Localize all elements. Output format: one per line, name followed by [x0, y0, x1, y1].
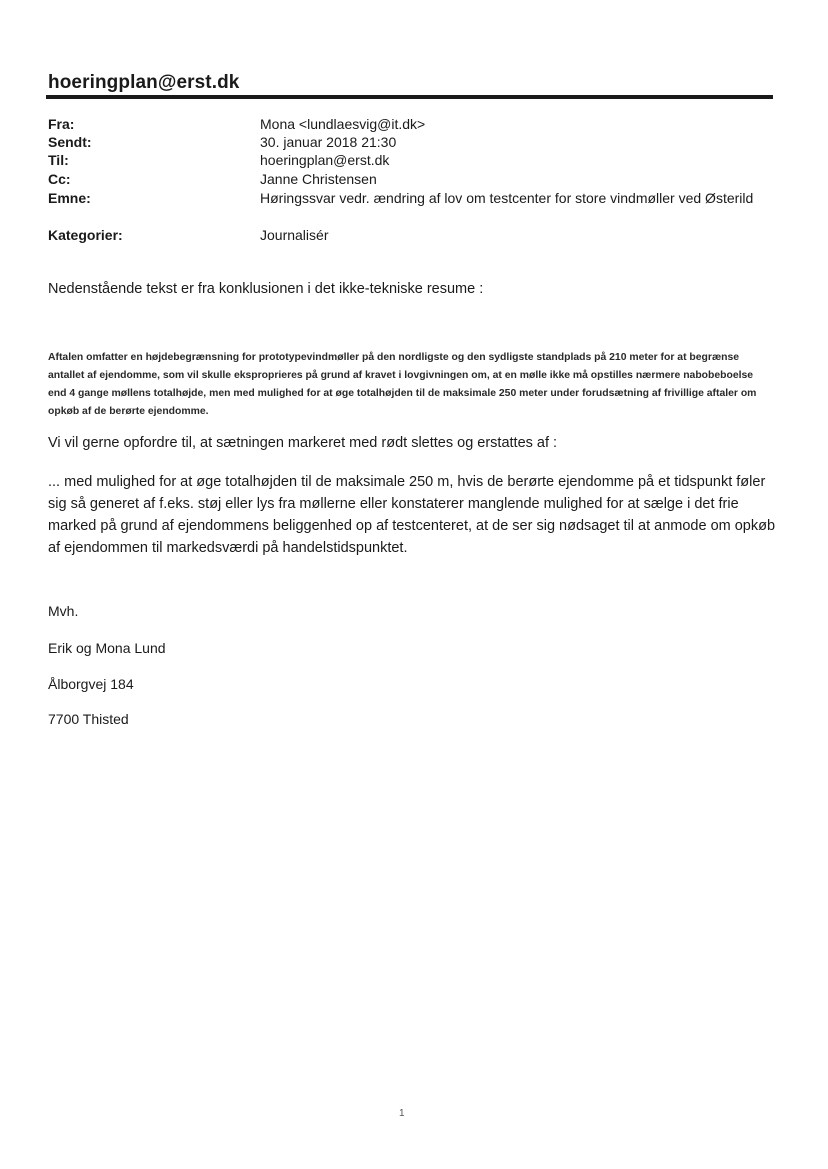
signature-street: Ålborgvej 184 [48, 676, 134, 692]
title-divider [46, 95, 773, 99]
header-category-label: Kategorier: [48, 227, 123, 243]
quoted-conclusion: Aftalen omfatter en højdebegrænsning for prototypevindmøller på den nordligste og den sydligste standplads på 210 meter for at begrænse antallet af ejendomme, som vil skulle eksproprieres på grund af kravet i lovgivningen om, at en mølle ikke må opstilles nærmere nabobeboelse end 4 gange møllens totalhøjde, men med mulighed for at øge totalhøjden til de maksimale 250 meter under forudsætning af frivillige aftaler om opkøb af de berørte ejendomme. [48, 352, 757, 417]
header-to-value: hoeringplan@erst.dk [260, 152, 390, 168]
signature-names: Erik og Mona Lund [48, 640, 166, 656]
header-from-label: Fra: [48, 116, 75, 132]
header-cc-label: Cc: [48, 171, 71, 187]
header-subject-value: Høringssvar vedr. ændring af lov om testcenter for store vindmøller ved Østerild [260, 190, 754, 206]
intro-paragraph: Nedenstående tekst er fra konklusionen i det ikke-tekniske resume : [48, 281, 484, 297]
request-paragraph: Vi vil gerne opfordre til, at sætningen markeret med rødt slettes og erstattes af : [48, 435, 558, 451]
page-number: 1 [399, 1108, 405, 1119]
signature-city: 7700 Thisted [48, 711, 129, 727]
signature-greeting: Mvh. [48, 603, 79, 619]
header-cc-value: Janne Christensen [260, 171, 377, 187]
header-sent-value: 30. januar 2018 21:30 [260, 134, 397, 150]
replacement-paragraph: ... med mulighed for at øge totalhøjden til de maksimale 250 m, hvis de berørte ejendomme på et tidspunkt føler sig så generet af f.eks. støj eller lys fra møllerne eller konstaterer manglende mulighed for at sælge i det frie marked på grund af ejendommens beliggenhed op af testcenteret, at de ser sig nødsaget til at anmode om opkøb af ejendommen til markedsværdi på handelstidspunktet. [48, 474, 776, 556]
header-sent-label: Sendt: [48, 134, 92, 150]
header-to-label: Til: [48, 152, 69, 168]
header-from-value: Mona <lundlaesvig@it.dk> [260, 116, 426, 132]
page-title: hoeringplan@erst.dk [48, 72, 240, 93]
header-subject-label: Emne: [48, 190, 91, 206]
header-category-value: Journalisér [260, 227, 329, 243]
